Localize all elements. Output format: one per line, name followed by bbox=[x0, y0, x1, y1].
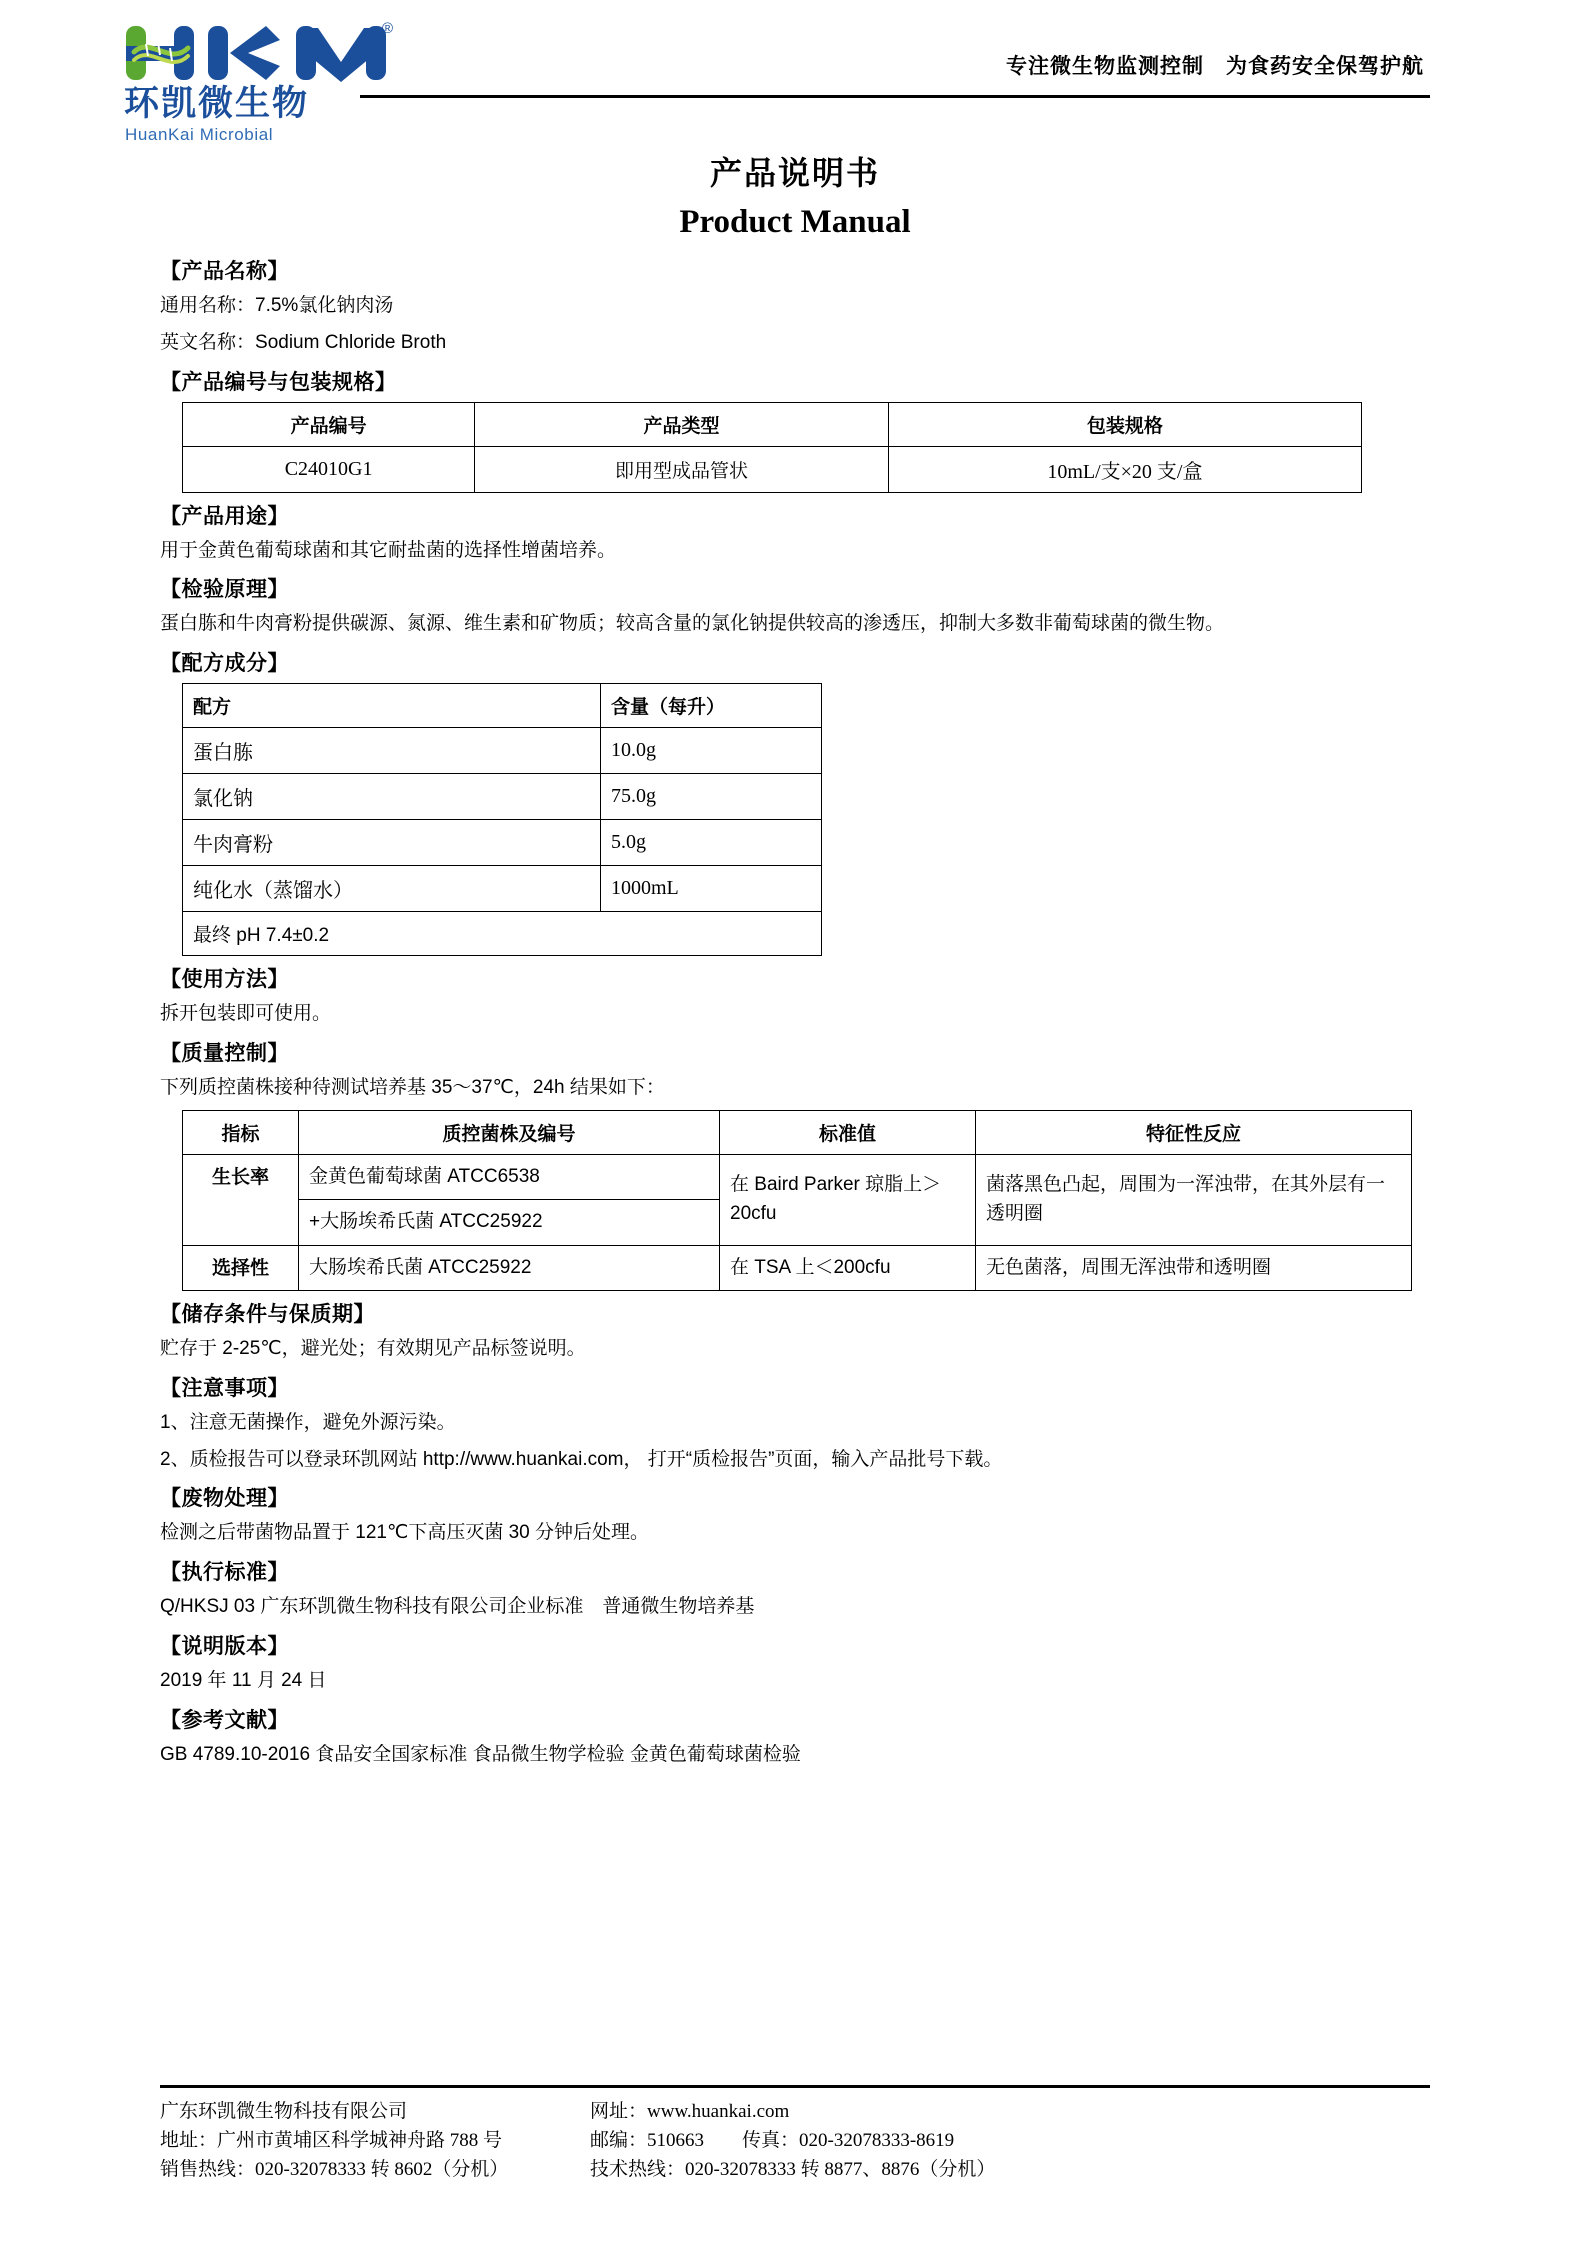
section-heading-spec: 【产品编号与包装规格】 bbox=[160, 369, 397, 394]
table-row bbox=[183, 820, 822, 866]
qc-col-standard: 标准值 bbox=[720, 1110, 976, 1154]
qc-strain-line-2: +大肠埃希氏菌 ATCC25922 bbox=[299, 1200, 720, 1246]
formula-ph: 最终 pH 7.4±0.2 bbox=[183, 912, 822, 956]
spec-value-package: 10mL/支×20 支/盒 bbox=[888, 446, 1361, 492]
footer-columns bbox=[160, 2098, 1430, 2185]
formula-amount: 1000mL bbox=[601, 866, 822, 912]
formula-amount: 75.0g bbox=[601, 774, 822, 820]
generic-name-value: 7.5%氯化钠肉汤 bbox=[255, 295, 394, 316]
spec-col-package: 包装规格 bbox=[888, 402, 1361, 446]
header-divider bbox=[360, 95, 1430, 98]
formula-col-amount: 含量（每升） bbox=[601, 684, 822, 728]
standard-text: Q/HKSJ 03 广东环凯微生物科技有限公司企业标准 普通微生物培养基 bbox=[160, 1596, 755, 1618]
table-header-row bbox=[183, 402, 1362, 446]
english-name-line bbox=[160, 328, 1430, 359]
hkm-logomark-icon bbox=[120, 22, 395, 84]
section-heading-storage: 【储存条件与保质期】 bbox=[160, 1302, 375, 1327]
formula-amount: 5.0g bbox=[601, 820, 822, 866]
section-heading-standard: 【执行标准】 bbox=[160, 1560, 289, 1585]
qc-index: 生长率 bbox=[183, 1154, 299, 1200]
section-heading-waste: 【废物处理】 bbox=[160, 1486, 289, 1511]
qc-standard: 在 Baird Parker 琼脂上＞20cfu bbox=[720, 1154, 976, 1245]
section-heading-version: 【说明版本】 bbox=[160, 1633, 289, 1658]
page-title-english: Product Manual bbox=[679, 204, 911, 240]
footer-divider bbox=[160, 2085, 1430, 2088]
formula-table bbox=[182, 683, 822, 956]
qc-col-index: 指标 bbox=[183, 1110, 299, 1154]
qc-strain-line-1: 大肠埃希氏菌 ATCC25922 bbox=[299, 1245, 720, 1291]
formula-amount: 10.0g bbox=[601, 728, 822, 774]
formula-name: 蛋白胨 bbox=[183, 728, 601, 774]
usage-text: 用于金黄色葡萄球菌和其它耐盐菌的选择性增菌培养。 bbox=[160, 539, 617, 561]
formula-col-name: 配方 bbox=[183, 684, 601, 728]
spec-col-type: 产品类型 bbox=[475, 402, 889, 446]
section-heading-usage: 【产品用途】 bbox=[160, 503, 289, 528]
formula-name: 纯化水（蒸馏水） bbox=[183, 866, 601, 912]
qc-col-strain: 质控菌株及编号 bbox=[299, 1110, 720, 1154]
qc-index-spacer bbox=[183, 1200, 299, 1246]
table-header-row bbox=[183, 1110, 1412, 1154]
footer-company: 广东环凯微生物科技有限公司 bbox=[160, 2101, 408, 2122]
table-header-row bbox=[183, 684, 822, 728]
section-heading-precautions: 【注意事项】 bbox=[160, 1375, 289, 1400]
qc-strain-line-1: 金黄色葡萄球菌 ATCC6538 bbox=[299, 1154, 720, 1200]
footer-tech-hotline: 技术热线：020-32078333 转 8877、8876（分机） bbox=[590, 2158, 996, 2180]
spec-col-code: 产品编号 bbox=[183, 402, 475, 446]
principle-text: 蛋白胨和牛肉膏粉提供碳源、氮源、维生素和矿物质；较高含量的氯化钠提供较高的渗透压，抑制大多数非葡萄球菌的微生物。 bbox=[160, 613, 1225, 635]
section-heading-product-name: 【产品名称】 bbox=[160, 259, 289, 283]
precaution-item: 1、注意无菌操作，避免外源污染。 bbox=[160, 1411, 456, 1433]
section-heading-quality-control: 【质量控制】 bbox=[160, 1040, 289, 1065]
table-row-ph bbox=[183, 912, 822, 956]
generic-name-line bbox=[160, 291, 1430, 322]
qc-reaction: 菌落黑色凸起，周围为一浑浊带，在其外层有一透明圈 bbox=[976, 1154, 1412, 1245]
qc-index: 选择性 bbox=[183, 1245, 299, 1291]
section-heading-references: 【参考文献】 bbox=[160, 1707, 289, 1732]
registered-trademark-icon: ® bbox=[381, 20, 393, 37]
quality-control-table bbox=[182, 1110, 1412, 1292]
version-text: 2019 年 11 月 24 日 bbox=[160, 1669, 327, 1691]
footer-left-column bbox=[160, 2098, 590, 2185]
document-header bbox=[124, 0, 1430, 144]
qc-reaction: 无色菌落，周围无浑浊带和透明圈 bbox=[976, 1245, 1412, 1291]
section-heading-principle: 【检验原理】 bbox=[160, 577, 289, 602]
quality-control-intro: 下列质控菌株接种待测试培养基 35～37℃，24h 结果如下： bbox=[160, 1076, 665, 1098]
footer-sales-hotline: 销售热线：020-32078333 转 8602（分机） bbox=[160, 2158, 509, 2180]
section-heading-method: 【使用方法】 bbox=[160, 967, 289, 992]
header-tagline: 专注微生物监测控制 为食药安全保驾护航 bbox=[1006, 55, 1424, 78]
table-row bbox=[183, 728, 822, 774]
document-footer bbox=[160, 2085, 1430, 2185]
footer-address: 地址：广州市黄埔区科学城神舟路 788 号 bbox=[160, 2129, 503, 2151]
table-row bbox=[183, 774, 822, 820]
english-name-label: 英文名称： bbox=[160, 331, 256, 353]
footer-website: 网址：www.huankai.com bbox=[590, 2101, 790, 2122]
waste-text: 检测之后带菌物品置于 121℃下高压灭菌 30 分钟后处理。 bbox=[160, 1522, 650, 1544]
storage-text: 贮存于 2-25℃，避光处；有效期见产品标签说明。 bbox=[160, 1338, 586, 1360]
qc-col-reaction: 特征性反应 bbox=[976, 1110, 1412, 1154]
table-row bbox=[183, 1154, 1412, 1200]
footer-right-column bbox=[590, 2098, 1430, 2185]
qc-standard: 在 TSA 上＜200cfu bbox=[720, 1245, 976, 1291]
spec-table bbox=[182, 402, 1362, 493]
english-name-value: Sodium Chloride Broth bbox=[255, 331, 447, 353]
precaution-item: 2、质检报告可以登录环凯网站 http://www.huankai.com， 打开“质检报告”页面，输入产品批号下载。 bbox=[160, 1448, 1003, 1470]
table-row bbox=[183, 866, 822, 912]
method-text: 拆开包装即可使用。 bbox=[160, 1003, 332, 1025]
spec-value-code: C24010G1 bbox=[183, 446, 475, 492]
section-heading-formula: 【配方成分】 bbox=[160, 651, 289, 676]
table-row bbox=[183, 1245, 1412, 1291]
page-title-chinese: 产品说明书 bbox=[709, 154, 880, 192]
document-content bbox=[124, 0, 1430, 1776]
spec-value-type: 即用型成品管状 bbox=[475, 446, 889, 492]
formula-name: 牛肉膏粉 bbox=[183, 820, 601, 866]
references-text: GB 4789.10-2016 食品安全国家标准 食品微生物学检验 金黄色葡萄球菌检验 bbox=[160, 1743, 801, 1765]
table-row bbox=[183, 446, 1362, 492]
logo-chinese-name: 环凯微生物 bbox=[124, 84, 310, 124]
company-logo bbox=[120, 22, 420, 145]
logo-english-name: HuanKai Microbial bbox=[125, 125, 274, 144]
footer-postcode-fax: 邮编：510663 传真：020-32078333-8619 bbox=[590, 2129, 955, 2151]
formula-name: 氯化钠 bbox=[183, 774, 601, 820]
generic-name-label: 通用名称： bbox=[160, 295, 256, 316]
